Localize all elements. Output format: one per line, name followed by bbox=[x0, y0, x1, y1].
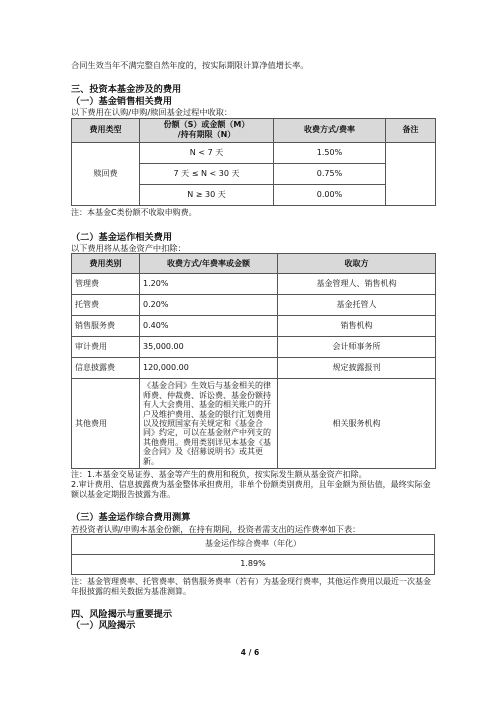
header-fee-type: 费用类型 bbox=[72, 118, 140, 142]
intro-line: 合同生效当年不满完整自然年度的，按实际期限计算净值增长率。 bbox=[71, 60, 309, 70]
fee-category-cell: 其他费用 bbox=[72, 379, 140, 469]
header-fee-category: 费用类别 bbox=[72, 254, 140, 274]
rate-cell: 1.50% bbox=[274, 142, 386, 163]
subsection-2-title: （二）基金运作相关费用 bbox=[71, 231, 173, 243]
operating-fee-note-2: 2.审计费用、信息披露费为基金整体承担费用，非单个份额类别费用，且年金额为预估值，最终实际金额以基金定期报告披露为准。 bbox=[71, 480, 431, 500]
rate-cell: 0.75% bbox=[274, 163, 386, 184]
payee-cell: 会计师事务所 bbox=[278, 337, 436, 358]
period-cell: 7 天 ≤ N < 30 天 bbox=[140, 163, 274, 184]
subsection-4-1-title: （一）风险揭示 bbox=[71, 620, 136, 632]
header-rate-amount: 收费方式/年费率或金额 bbox=[140, 254, 278, 274]
page-number: 4 / 6 bbox=[240, 648, 260, 657]
rate-amount-cell: 120,000.00 bbox=[140, 358, 278, 379]
header-charge-rate: 收费方式/费率 bbox=[274, 118, 386, 142]
fee-category-cell: 审计费用 bbox=[72, 337, 140, 358]
header-payee: 收取方 bbox=[278, 254, 436, 274]
combined-fee-note: 注：基金管理费率、托管费率、销售服务费率（若有）为基金现行费率，其他运作费用以最近一次基金年报披露的相关数据为基准测算。 bbox=[71, 576, 431, 596]
subsection-3-title: （三）基金运作综合费用测算 bbox=[71, 512, 191, 524]
payee-cell: 基金管理人、销售机构 bbox=[278, 274, 436, 295]
subsection-1-desc: 以下费用在认购/申购/赎回基金过程中收取： bbox=[71, 107, 233, 118]
document-page bbox=[71, 60, 435, 632]
fee-category-cell: 销售服务费 bbox=[72, 316, 140, 337]
fee-category-cell: 信息披露费 bbox=[72, 358, 140, 379]
combined-fee-table bbox=[71, 534, 435, 575]
subsection-2-desc: 以下费用将从基金资产中扣除： bbox=[71, 243, 186, 253]
period-cell: N < 7 天 bbox=[140, 142, 274, 163]
sales-fee-note: 注：本基金C类份额不收取申购费。 bbox=[71, 207, 197, 217]
sales-fee-table bbox=[71, 118, 436, 206]
payee-cell: 销售机构 bbox=[278, 316, 436, 337]
fee-category-cell: 管理费 bbox=[72, 274, 140, 295]
remark-cell bbox=[386, 142, 436, 205]
rate-cell: 0.00% bbox=[274, 184, 386, 205]
rate-amount-cell: 0.20% bbox=[140, 295, 278, 316]
rate-amount-cell: 0.40% bbox=[140, 316, 278, 337]
subsection-3-desc: 若投资者认购/申购本基金份额，在持有期间，投资者需支出的运作费率如下表： bbox=[71, 523, 361, 534]
payee-cell: 相关服务机构 bbox=[278, 379, 436, 469]
combined-rate-value: 1.89% bbox=[72, 554, 435, 574]
combined-rate-header: 基金运作综合费率（年化） bbox=[72, 534, 435, 554]
rate-amount-cell: 《基金合同》生效后与基金相关的律师费、仲裁费、诉讼费、基金份额持有人大会费用、基金的相关账户的开户及维护费用、基金的银行汇划费用以及按照国家有关规定和《基金合同》约定，可以在基金财产中列支的其他费用。费用类别详见本基金《基金合同》及《招募说明书》或其更新。 bbox=[140, 379, 278, 469]
fee-category-cell: 托管费 bbox=[72, 295, 140, 316]
fee-type-redemption: 赎回费 bbox=[72, 142, 140, 205]
subsection-1-title: （一）基金销售相关费用 bbox=[71, 95, 173, 107]
rate-amount-cell: 1.20% bbox=[140, 274, 278, 295]
section-3-title: 三、投资本基金涉及的费用 bbox=[71, 84, 182, 96]
period-cell: N ≥ 30 天 bbox=[140, 184, 274, 205]
operating-fee-table bbox=[71, 253, 436, 469]
operating-fee-note-1: 注：1.本基金交易证券、基金等产生的费用和税负，按实际发生额从基金资产扣除。 bbox=[71, 470, 367, 480]
header-share-period: 份额（S）或金额（M） /持有期限（N） bbox=[140, 118, 274, 142]
payee-cell: 基金托管人 bbox=[278, 295, 436, 316]
header-remark: 备注 bbox=[386, 118, 436, 142]
rate-amount-cell: 35,000.00 bbox=[140, 337, 278, 358]
section-4-title: 四、风险揭示与重要提示 bbox=[71, 608, 173, 620]
payee-cell: 规定披露报刊 bbox=[278, 358, 436, 379]
